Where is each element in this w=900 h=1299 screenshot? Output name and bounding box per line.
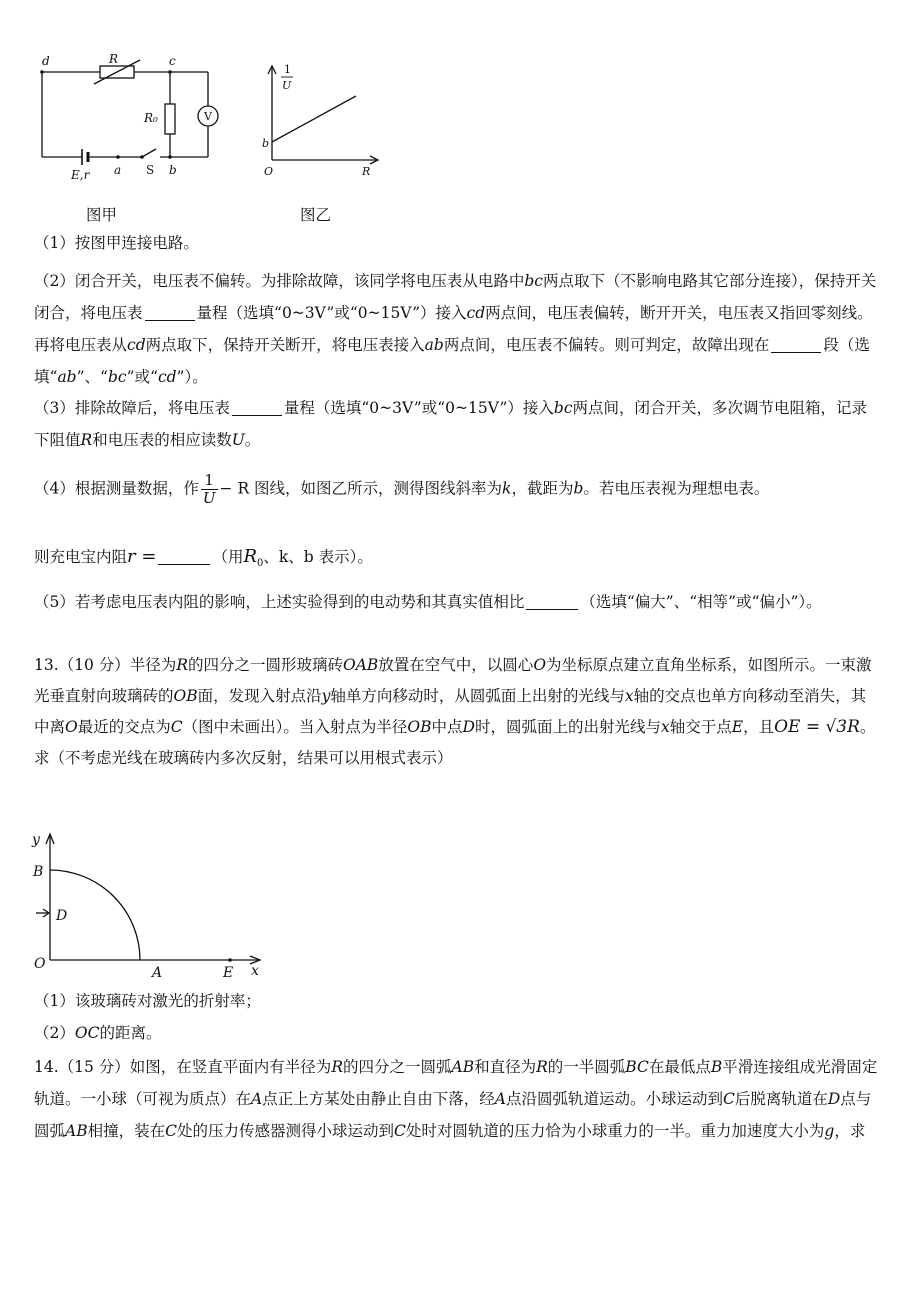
label-E: E [223,965,234,981]
label-A: A [152,965,163,981]
q13-stem: 13.（10 分）半径为R的四分之一圆形玻璃砖OAB放置在空气中，以圆心O为坐标原点建立直角坐标系，如图所示。一束激光垂直射向玻璃砖的OB面，发现入射点沿y轴单方向移动时，从圆弧面上出射的光线与x轴的交点也单方向移动至消失，其中离O最近的交点为C（图中未画出）。当入射点为半径OB中点D时，圆弧面上的出射光线与x轴交于点E，且OE = √3R。求（不考虑光线在玻璃砖内多次反射，结果可以用根式表示） [34,656,876,767]
y-label-den: U [282,79,292,92]
q12-part4: （4）根据测量数据，作 $\frac{1}{U}$ − R 图线，如图乙所示，测得图线斜率为k，截距为b。若电压表视为理想电表。 [34,471,770,507]
label-B: B [33,864,44,880]
label-y: y [32,832,40,848]
node-d [40,70,44,74]
node-a [116,155,120,159]
q14-stem: 14.（15 分）如图，在竖直平面内有半径为R的四分之一圆弧AB和直径为R的一半圆弧BC在最低点B平滑连接组成光滑固定轨道。一小球（可视为质点）在A点正上方某处由静止自由下落，经A点沿圆弧轨道运动。小球运动到C后脱离轨道在D点与圆弧AB相撞，装在C处的压力传感器测得小球运动到C处时对圆轨道的压力恰为小球重力的一半。重力加速度大小为g，求 [34,1058,878,1140]
voltmeter-label: V [204,110,212,123]
caption-jia: 图甲 [86,206,118,224]
resistor-R0 [165,104,175,134]
node-b [168,155,172,159]
label-a: a [114,163,122,177]
graph-1u-r [258,60,388,185]
circuit-diagram [30,52,230,187]
label-O: O [34,956,46,972]
label-E-r: E,r [71,168,90,182]
q13-sub1: （1）该玻璃砖对激光的折射率； [34,992,261,1010]
glass-brick-diagram [30,830,275,985]
switch-blade [142,149,156,157]
blank-range-2[interactable] [232,397,282,416]
y-label-num: 1 [284,63,291,76]
node-c [168,70,172,74]
q12-part2: （2）闭合开关，电压表不偏转。为排除故障，该同学将电压表从电路中bc两点取下（不影响电路其它部分连接），保持开关闭合，将电压表 量程（选填“0~3V”或“0~15V”）接入cd两点间，电压表偏转，断开开关，电压表又指回零刻线。再将电压表从cd两点取下，保持开关断开，将电压表接入ab两点间，电压表不偏转。则可判定，故障出现在 段（选填“ab”、“bc”或“cd”）。 [34,272,877,386]
blank-internal-resistance[interactable] [158,546,210,565]
q12-part3: （3）排除故障后，将电压表 量程（选填“0~3V”或“0~15V”）接入bc两点间，闭合开关，多次调节电阻箱，记录下阻值R和电压表的相应读数U。 [34,399,868,449]
caption-yi: 图乙 [300,206,332,224]
q12-part4-cont: 则充电宝内阻r = （用$R_0$、k、b 表示）。 [34,546,373,570]
label-b: b [169,163,177,177]
x-label-R: R [362,165,371,178]
label-S: S [146,163,155,177]
label-x: x [251,963,259,979]
intercept-label-b: b [262,137,270,150]
label-R0: R₀ [144,111,158,125]
blank-emf-compare[interactable] [526,591,578,610]
origin-label: O [264,165,274,178]
q12-part5: （5）若考虑电压表内阻的影响，上述实验得到的电动势和其真实值相比 （选填“偏大”、“相等”或“偏小”）。 [34,593,822,611]
label-R: R [109,52,119,66]
q13-sub2: （2）OC的距离。 [34,1024,162,1042]
blank-range-1[interactable] [145,302,195,321]
fraction-1-over-U: $\frac{1}{U}$ [202,471,216,507]
blank-fault-segment[interactable] [771,334,821,353]
q12-part1: （1）按图甲连接电路。 [34,234,199,252]
point-E [228,958,232,962]
label-D: D [56,908,68,924]
label-c: c [169,54,176,68]
switch-pivot [140,155,144,159]
graph-line [272,96,356,142]
label-d: d [42,54,50,68]
